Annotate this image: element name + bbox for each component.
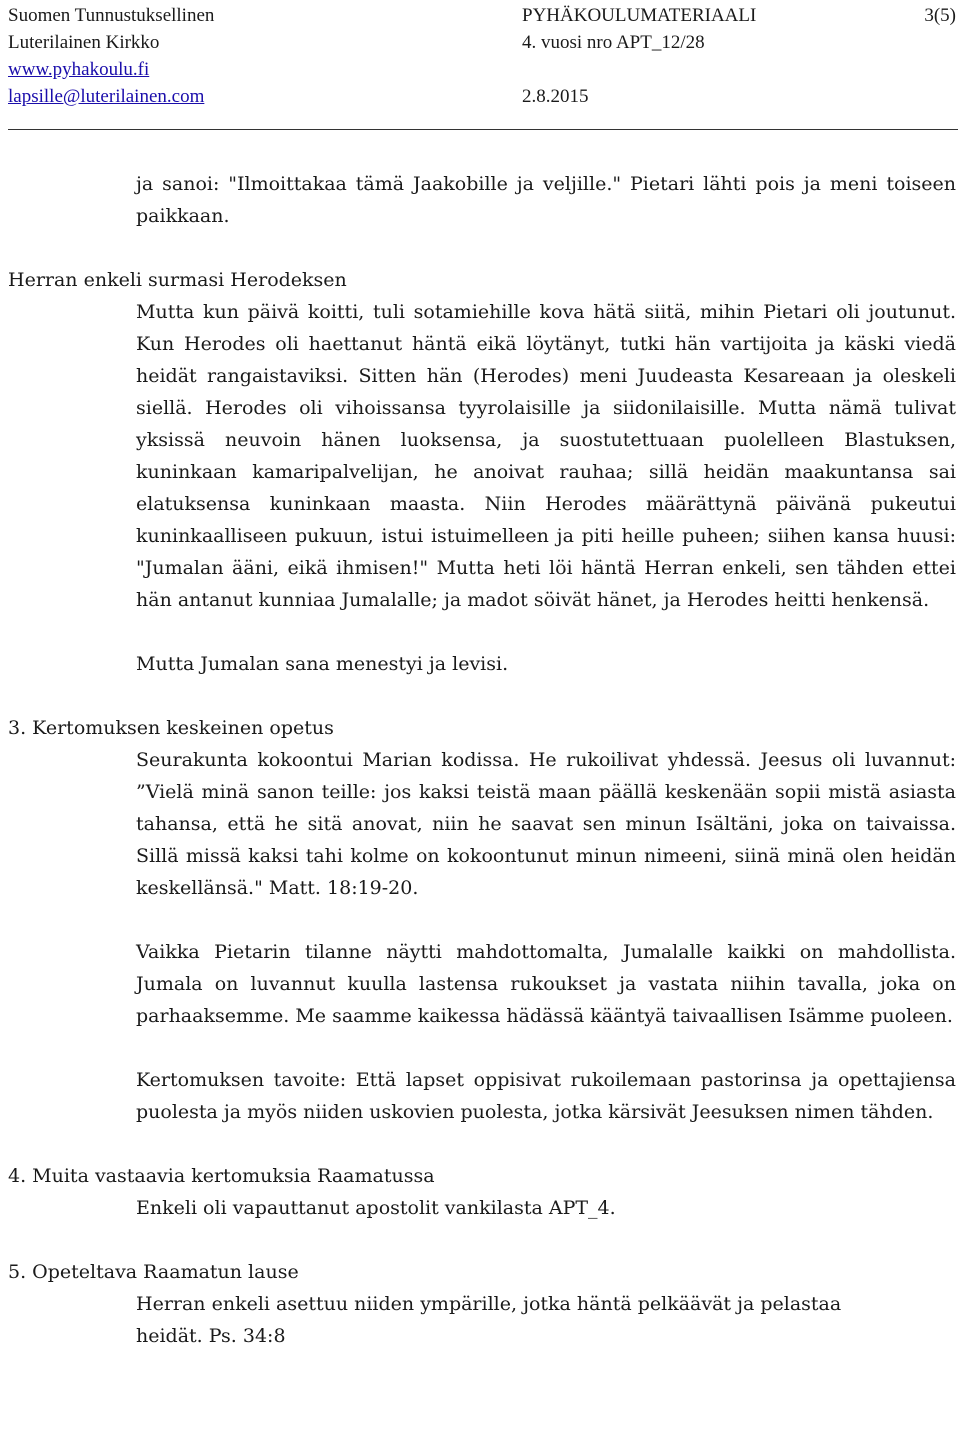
material-title: PYHÄKOULUMATERIAALI — [522, 5, 757, 26]
organization-name-line1: Suomen Tunnustuksellinen — [8, 5, 215, 26]
word-spreads-paragraph: Mutta Jumalan sana menestyi ja levisi. — [136, 653, 509, 675]
teaching-paragraph-1: Seurakunta kokoontui Marian kodissa. He rukoilivat yhdessä. Jeesus oli luvannut: ”Vielä minä sanon teille: jos kaksi teistä maan päällä keskenään sopii mistä asiasta tahansa, että he sitä anovat, niin he saavat sen minun Isältäni, joka on taivaissa. Sillä missä kaksi tahi kolme on kokoontunut minun nimeeni, siinä minä olen heidän keskellänsä." Matt. 18:19-20. — [136, 749, 956, 899]
section-heading-5: 5. Opeteltava Raamatun lause — [8, 1261, 299, 1283]
header-divider — [8, 129, 958, 130]
lesson-code: 4. vuosi nro APT_12/28 — [522, 32, 705, 53]
spacer — [0, 1224, 960, 1256]
header-left-column — [8, 2, 214, 110]
section-heading-4: 4. Muita vastaavia kertomuksia Raamatussa — [8, 1165, 435, 1187]
organization-name-line2: Luterilainen Kirkko — [8, 32, 160, 53]
spacer — [0, 680, 960, 712]
section-heading-herod: Herran enkeli surmasi Herodeksen — [8, 269, 347, 291]
section-heading-3: 3. Kertomuksen keskeinen opetus — [8, 717, 334, 739]
memory-verse-line-1: Herran enkeli asettuu niiden ympärille, jotka häntä pelkäävät ja pelastaa — [136, 1293, 842, 1315]
memory-verse-line-2: heidät. Ps. 34:8 — [136, 1325, 286, 1347]
related-stories-paragraph: Enkeli oli vapauttanut apostolit vankilasta APT_4. — [136, 1197, 616, 1219]
header-middle-column — [522, 2, 756, 110]
teaching-paragraph-2: Vaikka Pietarin tilanne näytti mahdottomalta, Jumalalle kaikki on mahdollista. Jumala on luvannut kuulla lastensa rukoukset ja vastata niihin tavalla, joka on parhaaksemme. Me saamme kaikessa hädässä kääntyä taivaallisen Isämme puoleen. — [136, 941, 956, 1027]
document-body — [0, 168, 960, 1352]
intro-paragraph: ja sanoi: "Ilmoittakaa tämä Jaakobille ja veljille." Pietari lähti pois ja meni toiseen paikkaan. — [136, 173, 956, 227]
spacer — [0, 232, 960, 264]
header-right-column — [924, 2, 956, 29]
page-number: 3(5) — [924, 5, 956, 26]
document-date: 2.8.2015 — [522, 86, 589, 107]
spacer — [0, 616, 960, 648]
website-link[interactable]: www.pyhakoulu.fi — [8, 59, 150, 80]
teaching-goal-paragraph: Kertomuksen tavoite: Että lapset oppisivat rukoilemaan pastorinsa ja opettajiensa puolesta ja myös niiden uskovien puolesta, jotka kärsivät Jeesuksen nimen tähden. — [136, 1069, 956, 1123]
spacer — [0, 1032, 960, 1064]
email-link[interactable]: lapsille@luterilainen.com — [8, 86, 205, 107]
page-header — [8, 2, 958, 122]
herod-paragraph: Mutta kun päivä koitti, tuli sotamiehille kova hätä siitä, mihin Pietari oli joutunut. Kun Herodes oli haettanut häntä eikä löytänyt, tutki hän vartijoita ja käski viedä heidät rangaistaviksi. Sitten hän (Herodes) meni Juudeasta Kesareaan ja oleskeli siellä. Herodes oli vihoissansa tyyrolaisille ja siidonilaisille. Mutta nämä tulivat yksissä neuvoin hänen luoksensa, ja suostutettuaan puolelleen Blastuksen, kuninkaan kamaripalvelijan, he anoivat rauhaa; sillä heidän maakuntansa sai elatuksensa kuninkaan maasta. Niin Herodes määrättynä päivänä pukeutui kuninkaalliseen pukuun, istui istuimelleen ja piti heille puheen; siihen kansa huusi: "Jumalan ääni, eikä ihmisen!" Mutta heti löi häntä Herran enkeli, sen tähden ettei hän antanut kunniaa Jumalalle; ja madot söivät hänet, ja Herodes heitti henkensä. — [136, 301, 956, 611]
spacer — [0, 1128, 960, 1160]
spacer — [0, 904, 960, 936]
